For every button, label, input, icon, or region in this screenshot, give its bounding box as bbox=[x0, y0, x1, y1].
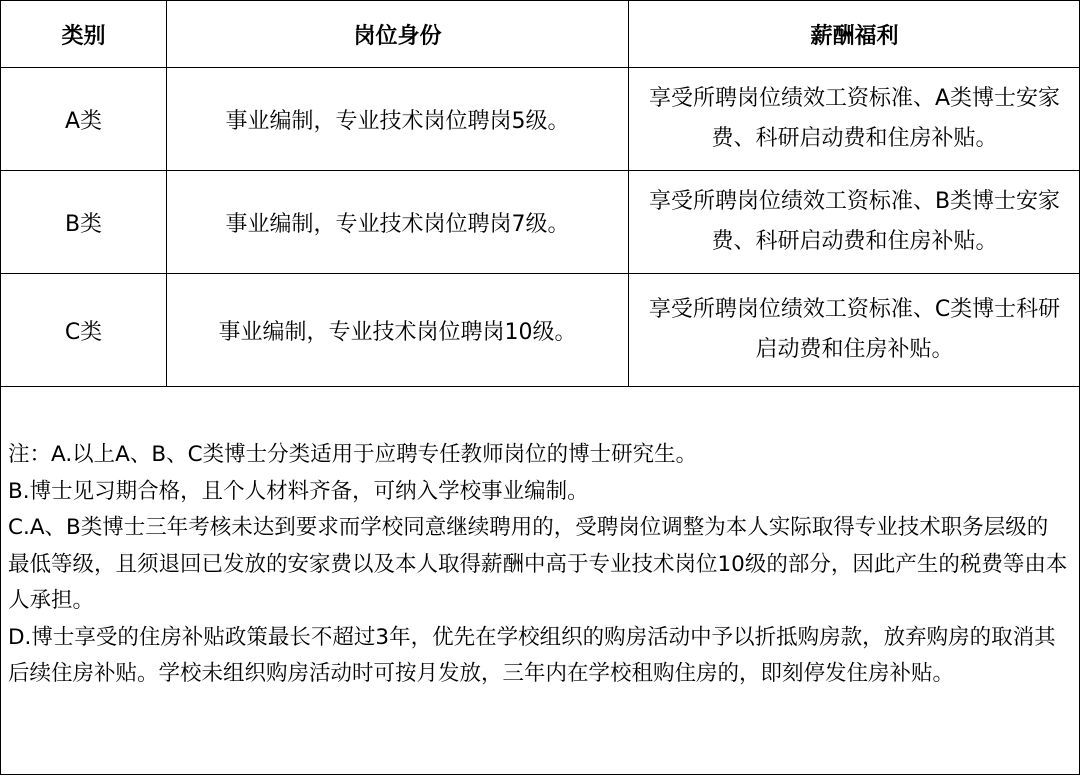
header-category: 类别 bbox=[1, 1, 167, 68]
cell-benefit bbox=[629, 274, 1080, 387]
cell-category: B类 bbox=[1, 171, 167, 274]
note-d: D.博士享受的住房补贴政策最长不超过3年，优先在学校组织的购房活动中予以折抵购房款，放弃购房的取消其后续住房补贴。学校未组织购房活动时可按月发放，三年内在学校租购住房的，即刻停发住房补贴。 bbox=[8, 624, 1056, 686]
header-position: 岗位身份 bbox=[167, 1, 629, 68]
table-row bbox=[1, 68, 1080, 171]
note-b: B.博士见习期合格，且个人材料齐备，可纳入学校事业编制。 bbox=[8, 478, 589, 504]
cell-category: C类 bbox=[1, 274, 167, 387]
cell-position: 事业编制，专业技术岗位聘岗10级。 bbox=[167, 274, 629, 387]
cell-benefit bbox=[629, 68, 1080, 171]
header-benefit: 薪酬福利 bbox=[629, 1, 1080, 68]
table-row bbox=[1, 274, 1080, 387]
cell-benefit bbox=[629, 171, 1080, 274]
cell-position: 事业编制，专业技术岗位聘岗5级。 bbox=[167, 68, 629, 171]
benefit-text: 享受所聘岗位绩效工资标准、B类博士安家费、科研启动费和住房补贴。 bbox=[648, 189, 1061, 254]
cell-position: 事业编制，专业技术岗位聘岗7级。 bbox=[167, 171, 629, 274]
benefit-text: 享受所聘岗位绩效工资标准、C类博士科研启动费和住房补贴。 bbox=[648, 297, 1061, 362]
benefits-table bbox=[0, 0, 1080, 387]
note-a: 注：A.以上A、B、C类博士分类适用于应聘专任教师岗位的博士研究生。 bbox=[8, 442, 698, 467]
table-row bbox=[1, 171, 1080, 274]
table-header-row bbox=[1, 1, 1080, 68]
cell-category: A类 bbox=[1, 68, 167, 171]
notes-section bbox=[8, 437, 1068, 693]
benefit-text: 享受所聘岗位绩效工资标准、A类博士安家费、科研启动费和住房补贴。 bbox=[648, 86, 1061, 151]
note-c: C.A、B类博士三年考核未达到要求而学校同意继续聘用的，受聘岗位调整为本人实际取得专业技术职务层级的最低等级，且须退回已发放的安家费以及本人取得薪酬中高于专业技术岗位10级的部分，因此产生的税费等由本人承担。 bbox=[8, 515, 1068, 613]
